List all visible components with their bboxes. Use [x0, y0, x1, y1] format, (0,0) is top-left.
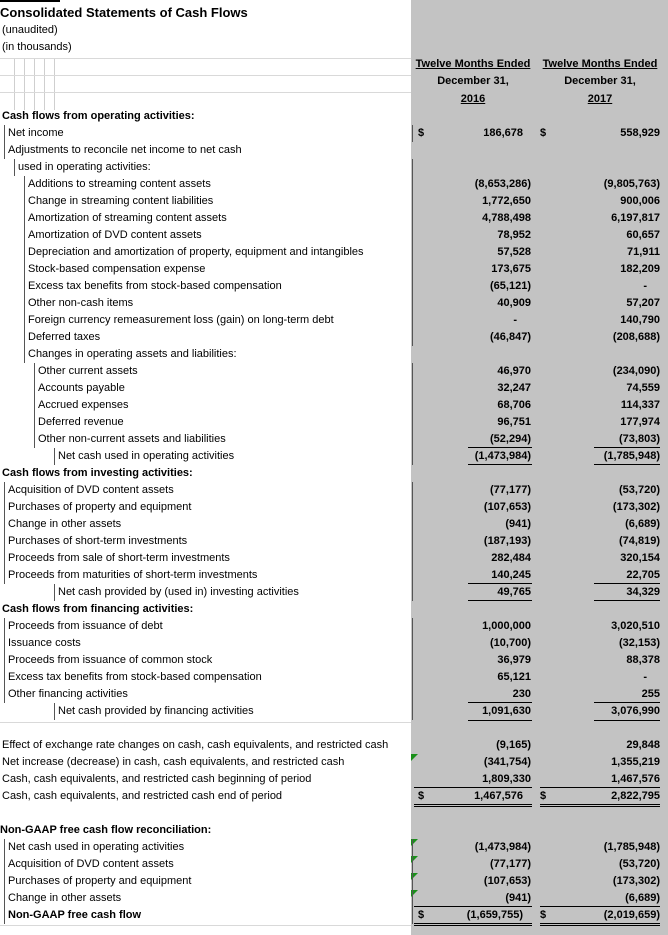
value-2017: (32,153)	[619, 637, 660, 649]
row-label: Non-GAAP free cash flow	[4, 907, 413, 924]
table-row	[0, 261, 668, 278]
table-row	[0, 244, 668, 261]
row-label: Deferred revenue	[34, 414, 413, 431]
table-row	[0, 771, 668, 788]
value-2016: (10,700)	[490, 637, 531, 649]
row-label: Deferred taxes	[24, 329, 413, 346]
value-2017: 182,209	[620, 263, 660, 275]
col-2017-header-line1: Twelve Months Ended	[542, 58, 658, 70]
value-2017: 3,076,990	[611, 705, 660, 717]
row-label: Proceeds from sale of short-term investments	[4, 550, 413, 567]
value-2017: (208,688)	[612, 331, 660, 343]
row-label: Other financing activities	[4, 686, 413, 703]
table-row	[0, 380, 668, 397]
double-rule-2017	[540, 923, 660, 926]
value-2016: 1,809,330	[482, 773, 531, 785]
value-2017: (53,720)	[619, 484, 660, 496]
col-2016-year: 2016	[460, 93, 486, 105]
table-row	[0, 754, 668, 771]
table-row	[0, 210, 668, 227]
value-2017: (6,689)	[625, 892, 660, 904]
table-row	[0, 788, 668, 805]
value-2016: (941)	[505, 518, 531, 530]
value-2016: (107,653)	[483, 875, 531, 887]
value-2017: 6,197,817	[611, 212, 660, 224]
value-2016: 78,952	[497, 229, 531, 241]
total-rule-2016	[468, 720, 532, 721]
value-2017: (173,302)	[612, 875, 660, 887]
value-2016: 140,245	[491, 569, 531, 581]
table-row	[0, 193, 668, 210]
table-row	[0, 346, 668, 363]
table-row	[0, 227, 668, 244]
value-2017: 1,355,219	[611, 756, 660, 768]
currency-symbol: $	[418, 127, 425, 139]
value-2017: (53,720)	[619, 858, 660, 870]
row-label: Accrued expenses	[34, 397, 413, 414]
table-row	[0, 363, 668, 380]
row-label: Purchases of short-term investments	[4, 533, 413, 550]
value-2017: (2,019,659)	[603, 909, 660, 921]
table-row	[0, 686, 668, 703]
value-2016: (1,473,984)	[474, 841, 531, 853]
table-row	[0, 108, 668, 125]
row-label: Depreciation and amortization of property, equipment and intangibles	[24, 244, 413, 261]
row-label: Net cash used in operating activities	[4, 839, 413, 856]
value-2016: 282,484	[491, 552, 531, 564]
row-label: Acquisition of DVD content assets	[4, 856, 413, 873]
value-2016: (107,653)	[483, 501, 531, 513]
table-row	[0, 584, 668, 601]
table-row	[0, 176, 668, 193]
row-label: Change in streaming content liabilities	[24, 193, 413, 210]
row-label: Stock-based compensation expense	[24, 261, 413, 278]
value-2017: (6,689)	[625, 518, 660, 530]
section-heading-non-gaap: Non-GAAP free cash flow reconciliation:	[0, 824, 212, 836]
value-2017: 255	[641, 688, 660, 700]
value-2016: (9,165)	[496, 739, 531, 751]
row-label: Net income	[4, 125, 413, 142]
statement-units: (in thousands)	[2, 41, 72, 53]
row-label: Proceeds from maturities of short-term investments	[4, 567, 413, 584]
table-row	[0, 482, 668, 499]
value-2017: 74,559	[626, 382, 660, 394]
row-label: Proceeds from issuance of debt	[4, 618, 413, 635]
table-row	[0, 550, 668, 567]
value-2017: 558,929	[620, 127, 660, 139]
value-2016: (8,653,286)	[474, 178, 531, 190]
value-2016: (1,473,984)	[474, 450, 531, 462]
value-2017: (1,785,948)	[603, 450, 660, 462]
row-label: Issuance costs	[4, 635, 413, 652]
table-row	[0, 159, 668, 176]
section-heading-investing: Cash flows from investing activities:	[2, 467, 193, 479]
row-label: Net cash used in operating activities	[54, 448, 413, 465]
value-2017: 3,020,510	[611, 620, 660, 632]
table-row	[0, 329, 668, 346]
value-2016: (941)	[505, 892, 531, 904]
value-2016: 96,751	[497, 416, 531, 428]
currency-symbol: $	[418, 790, 425, 802]
row-label: Other current assets	[34, 363, 413, 380]
currency-symbol: $	[540, 909, 547, 921]
value-2016: (187,193)	[483, 535, 531, 547]
col-2016-header-line1: Twelve Months Ended	[415, 58, 531, 70]
value-2016: (52,294)	[490, 433, 531, 445]
row-label: Amortization of streaming content assets	[24, 210, 413, 227]
table-row	[0, 890, 668, 907]
value-2016: -	[513, 314, 517, 326]
table-row	[0, 125, 668, 142]
value-2016: 32,247	[497, 382, 531, 394]
row-label: Cash, cash equivalents, and restricted cash beginning of period	[2, 773, 312, 785]
row-label: Amortization of DVD content assets	[24, 227, 413, 244]
table-row	[0, 618, 668, 635]
value-2017: -	[643, 671, 647, 683]
table-row	[0, 533, 668, 550]
double-rule-2017	[540, 804, 660, 807]
value-2017: 177,974	[620, 416, 660, 428]
statement-title: Consolidated Statements of Cash Flows	[0, 5, 248, 20]
value-2016: 1,772,650	[482, 195, 531, 207]
row-label: Purchases of property and equipment	[4, 499, 413, 516]
table-row	[0, 635, 668, 652]
value-2017: 57,207	[626, 297, 660, 309]
cut-off-header-line	[0, 0, 60, 2]
value-2016: 40,909	[497, 297, 531, 309]
row-label: Purchases of property and equipment	[4, 873, 413, 890]
value-2017: 2,822,795	[611, 790, 660, 802]
row-label: Change in other assets	[4, 516, 413, 533]
value-2017: (73,803)	[619, 433, 660, 445]
table-row	[0, 278, 668, 295]
row-label: Excess tax benefits from stock-based compensation	[24, 278, 413, 295]
currency-symbol: $	[540, 790, 547, 802]
table-row	[0, 567, 668, 584]
row-label: Excess tax benefits from stock-based compensation	[4, 669, 413, 686]
value-2017: -	[643, 280, 647, 292]
value-2017: 320,154	[620, 552, 660, 564]
row-label: Adjustments to reconcile net income to net cash	[4, 142, 412, 159]
double-rule-2016	[414, 804, 532, 807]
value-2016: (77,177)	[490, 858, 531, 870]
value-2017: 22,705	[626, 569, 660, 581]
value-2016: (341,754)	[483, 756, 531, 768]
row-label: Changes in operating assets and liabilities:	[24, 346, 412, 363]
row-label: Net cash provided by financing activities	[54, 703, 413, 720]
row-label: Accounts payable	[34, 380, 413, 397]
value-2016: 57,528	[497, 246, 531, 258]
row-label: Cash, cash equivalents, and restricted cash end of period	[2, 790, 283, 802]
value-2016: 36,979	[497, 654, 531, 666]
table-row	[0, 431, 668, 448]
table-row	[0, 465, 668, 482]
table-row	[0, 397, 668, 414]
value-2016: 65,121	[497, 671, 531, 683]
currency-symbol: $	[418, 909, 425, 921]
value-2017: 140,790	[620, 314, 660, 326]
value-2016: (1,659,755)	[466, 909, 523, 921]
table-row	[0, 601, 668, 618]
section-heading-operating: Cash flows from operating activities:	[2, 110, 195, 122]
value-2017: 88,378	[626, 654, 660, 666]
table-row	[0, 295, 668, 312]
table-row	[0, 414, 668, 431]
table-row	[0, 312, 668, 329]
statement-subtitle: (unaudited)	[2, 24, 58, 36]
value-2017: (173,302)	[612, 501, 660, 513]
col-2017-header-line2: December 31,	[564, 75, 636, 87]
value-2017: (1,785,948)	[603, 841, 660, 853]
value-2017: 114,337	[620, 399, 660, 411]
value-2017: (74,819)	[619, 535, 660, 547]
value-2017: 34,329	[626, 586, 660, 598]
table-row	[0, 669, 668, 686]
row-label: Other non-cash items	[24, 295, 413, 312]
value-2016: 186,678	[483, 127, 523, 139]
value-2016: 4,788,498	[482, 212, 531, 224]
section-heading-financing: Cash flows from financing activities:	[2, 603, 194, 615]
row-label: Proceeds from issuance of common stock	[4, 652, 413, 669]
row-label: Effect of exchange rate changes on cash, cash equivalents, and restricted cash	[2, 739, 389, 751]
row-label: used in operating activities:	[14, 159, 413, 176]
value-2017: (234,090)	[612, 365, 660, 377]
table-row	[0, 448, 668, 465]
table-row	[0, 652, 668, 669]
row-label: Other non-current assets and liabilities	[34, 431, 413, 448]
value-2017: 71,911	[626, 246, 660, 258]
table-row	[0, 703, 668, 720]
value-2016: (46,847)	[490, 331, 531, 343]
value-2016: (65,121)	[490, 280, 531, 292]
table-row	[0, 873, 668, 890]
value-2016: 230	[512, 688, 531, 700]
value-2016: 46,970	[497, 365, 531, 377]
table-row	[0, 142, 668, 159]
row-label: Additions to streaming content assets	[24, 176, 413, 193]
currency-symbol: $	[540, 127, 547, 139]
row-label: Net cash provided by (used in) investing activities	[54, 584, 413, 601]
table-row	[0, 499, 668, 516]
value-2017: (9,805,763)	[603, 178, 660, 190]
table-row	[0, 856, 668, 873]
value-2017: 60,657	[626, 229, 660, 241]
value-2016: 68,706	[497, 399, 531, 411]
table-row	[0, 737, 668, 754]
row-label: Change in other assets	[4, 890, 413, 907]
value-2017: 1,467,576	[611, 773, 660, 785]
value-2016: 1,467,576	[474, 790, 523, 802]
table-row	[0, 822, 668, 839]
double-rule-2016	[414, 923, 532, 926]
value-2016: 173,675	[491, 263, 531, 275]
row-label: Foreign currency remeasurement loss (gain) on long-term debt	[24, 312, 413, 329]
value-2017: 900,006	[620, 195, 660, 207]
value-2016: 1,000,000	[482, 620, 531, 632]
col-2017-year: 2017	[587, 93, 613, 105]
value-2016: 1,091,630	[482, 705, 531, 717]
row-label: Acquisition of DVD content assets	[4, 482, 413, 499]
value-2016: (77,177)	[490, 484, 531, 496]
table-row	[0, 516, 668, 533]
value-2016: 49,765	[497, 586, 531, 598]
total-rule-2017	[594, 720, 660, 721]
row-label: Net increase (decrease) in cash, cash equivalents, and restricted cash	[2, 756, 345, 768]
value-2017: 29,848	[626, 739, 660, 751]
table-row	[0, 839, 668, 856]
col-2016-header-line2: December 31,	[437, 75, 509, 87]
table-row	[0, 907, 668, 924]
